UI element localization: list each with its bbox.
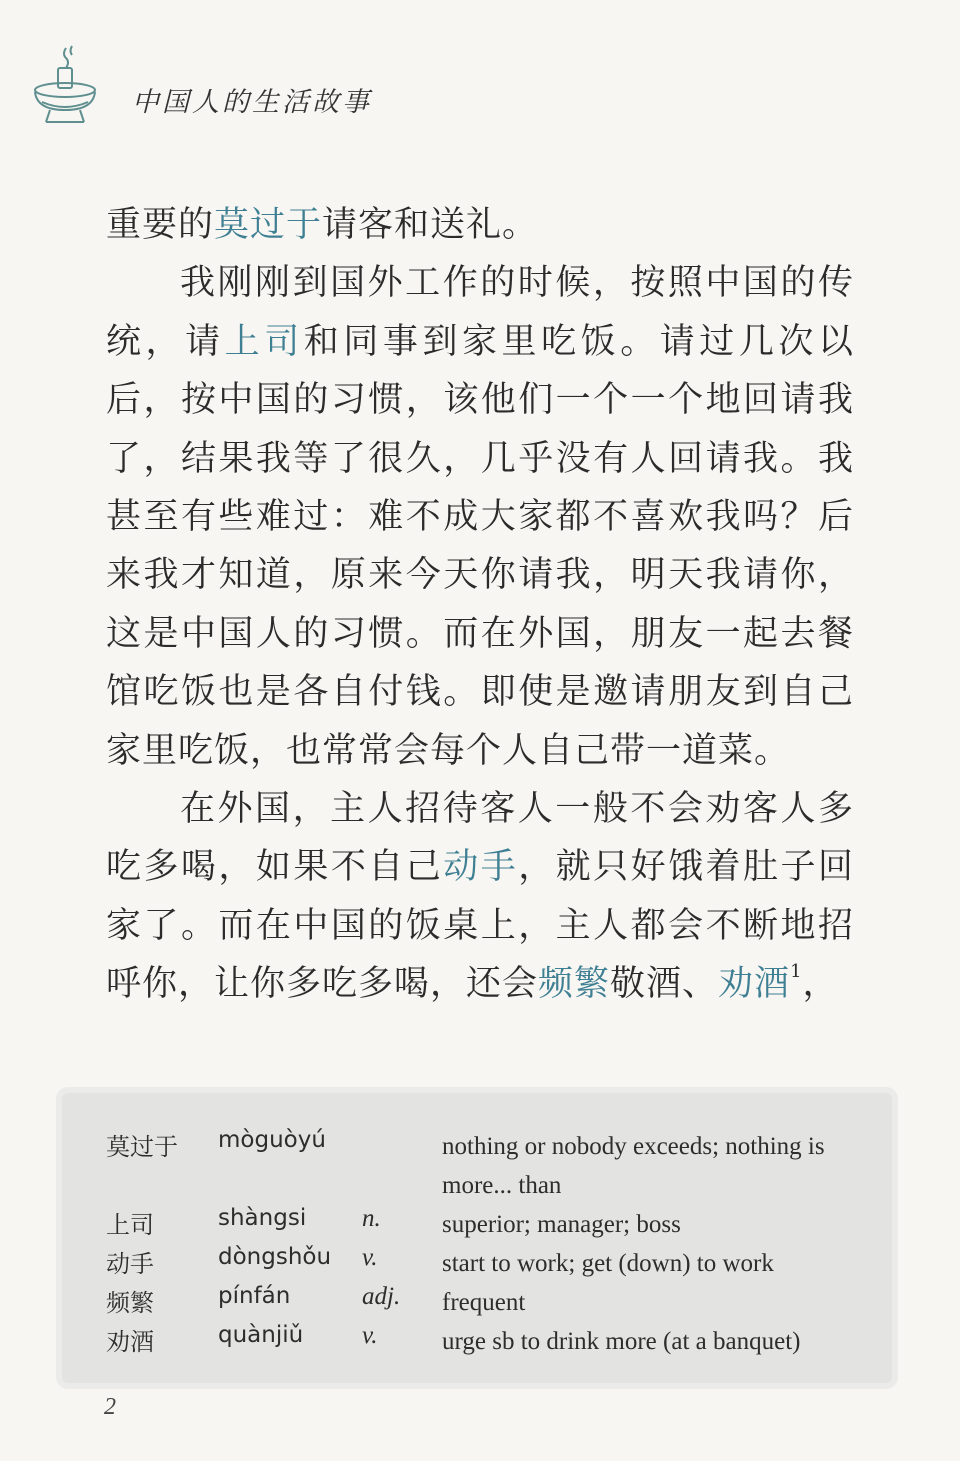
main-text [106, 196, 854, 1014]
book-title: 中国人的生活故事 [132, 87, 372, 118]
vocab-word: 频繁 [106, 1289, 154, 1317]
vocab-definition: start to work; get (down) to work [442, 1250, 774, 1277]
text-run: 和同事到家里吃饭。请过几次以后，按中国的习惯，该他们一个一个地回请我了，结果我等了很久，几乎没有人回请我。我甚至有些难过：难不成大家都不喜欢我吗？后来我才知道，原来今天你请我，明天我请你，这是中国人的习惯。而在外国，朋友一起去餐馆吃饭也是各自付钱。即使是邀请朋友到自己家里吃饭，也常常会每个人自己带一道菜。 [106, 321, 854, 771]
vocab-term: 频繁 [538, 964, 611, 1005]
vocab-word: 动手 [106, 1250, 154, 1278]
vocab-term: 上司 [224, 321, 304, 362]
text-run: 重要的 [106, 205, 215, 245]
text-run: 敬酒、 [610, 964, 719, 1005]
page-number: 2 [104, 1394, 116, 1420]
text-run: ，就只好饿着肚子回家了。而在中国的饭桌上，主人都会不断地招呼你，让你多吃多喝，还会 [106, 847, 854, 1005]
vocab-term: 动手 [443, 847, 519, 888]
vocab-word: 上司 [106, 1211, 154, 1239]
vocab-pinyin: shàngsi [218, 1205, 307, 1231]
text-run: 我刚刚到国外工作的时候，按照中国的传统，请 [106, 263, 854, 362]
vocab-definition: frequent [442, 1289, 526, 1316]
vocab-term: 劝酒 [718, 964, 791, 1005]
vocab-pinyin: pínfán [218, 1283, 291, 1309]
vocab-definition: superior; manager; boss [442, 1211, 681, 1238]
vocab-word: 莫过于 [106, 1133, 178, 1161]
page-header [28, 40, 628, 130]
vocab-definition: nothing or nobody exceeds; nothing is more... than [442, 1133, 825, 1199]
vocab-pos: v. [362, 1322, 378, 1349]
paragraph [106, 780, 854, 1014]
vocab-word: 劝酒 [106, 1328, 154, 1356]
paragraph [106, 196, 854, 254]
vocab-pinyin: dòngshǒu [218, 1244, 332, 1270]
vocabulary-box [62, 1093, 892, 1383]
vocab-pos: n. [362, 1205, 381, 1232]
vocab-definition: urge sb to drink more (at a banquet) [442, 1328, 801, 1355]
vocab-pinyin: mòguòyú [218, 1127, 326, 1153]
footnote-mark: 1 [790, 961, 803, 983]
vocab-pos: adj. [362, 1283, 401, 1310]
text-run: ， [802, 964, 839, 1005]
vocab-pos: v. [362, 1244, 378, 1271]
vocab-pinyin: quànjiǔ [218, 1322, 304, 1348]
text-run: 请客和送礼。 [322, 205, 539, 245]
vocab-term: 莫过于 [214, 205, 323, 245]
text-run: 在外国，主人招待客人一般不会劝客人多吃多喝，如果不自己 [106, 789, 854, 888]
hotpot-icon [28, 40, 98, 130]
paragraph [106, 254, 854, 780]
